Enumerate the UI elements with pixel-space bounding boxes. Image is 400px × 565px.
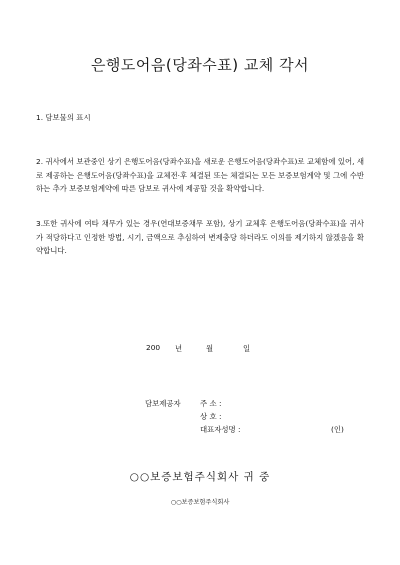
section-other-debt-pledge: 3.또한 귀사에 여타 채무가 있는 경우(연대보증채무 포함), 상기 교체후 은행도어음(당좌수표)을 귀사가 적당하다고 인정한 방법, 시기, 금액으로 추심하여 변제충당 하더라도 이의를 제기하지 않겠음을 확약합니다. [36,219,364,255]
document-title: 은행도어음(당좌수표) 교체 각서 [90,56,310,74]
recipient-line: ○○보증보험주식회사 귀 중 [129,471,271,483]
date-year: 200 [146,343,161,352]
address-label: 주 소 : [200,399,222,408]
section-collateral: 1. 담보물의 표시 [36,113,91,122]
provider-label: 담보제공자 [145,399,181,408]
seal-mark: (인) [331,425,344,434]
section-replacement-pledge: 2. 귀사에서 보관중인 상기 은행도어음(당좌수표)을 새로운 은행도어음(당좌수표)로 교체함에 있어, 새로 제공하는 은행도어음(당좌수표)을 교체전·후 체결된 또는 체결되는 모든 보증보험계약 및 그에 수반하는 추가 보증보험계약에 따른 담보로 귀사에 제공할 것을 확약합니다. [36,157,364,193]
trade-name-label: 상 호 : [200,412,222,421]
company-name: ○○보증보험주식회사 [170,499,230,506]
date-day-unit: 일 [243,344,251,353]
date-year-unit: 년 [175,344,183,353]
date-month-unit: 월 [206,344,214,353]
representative-label: 대표자성명 : [200,425,241,434]
